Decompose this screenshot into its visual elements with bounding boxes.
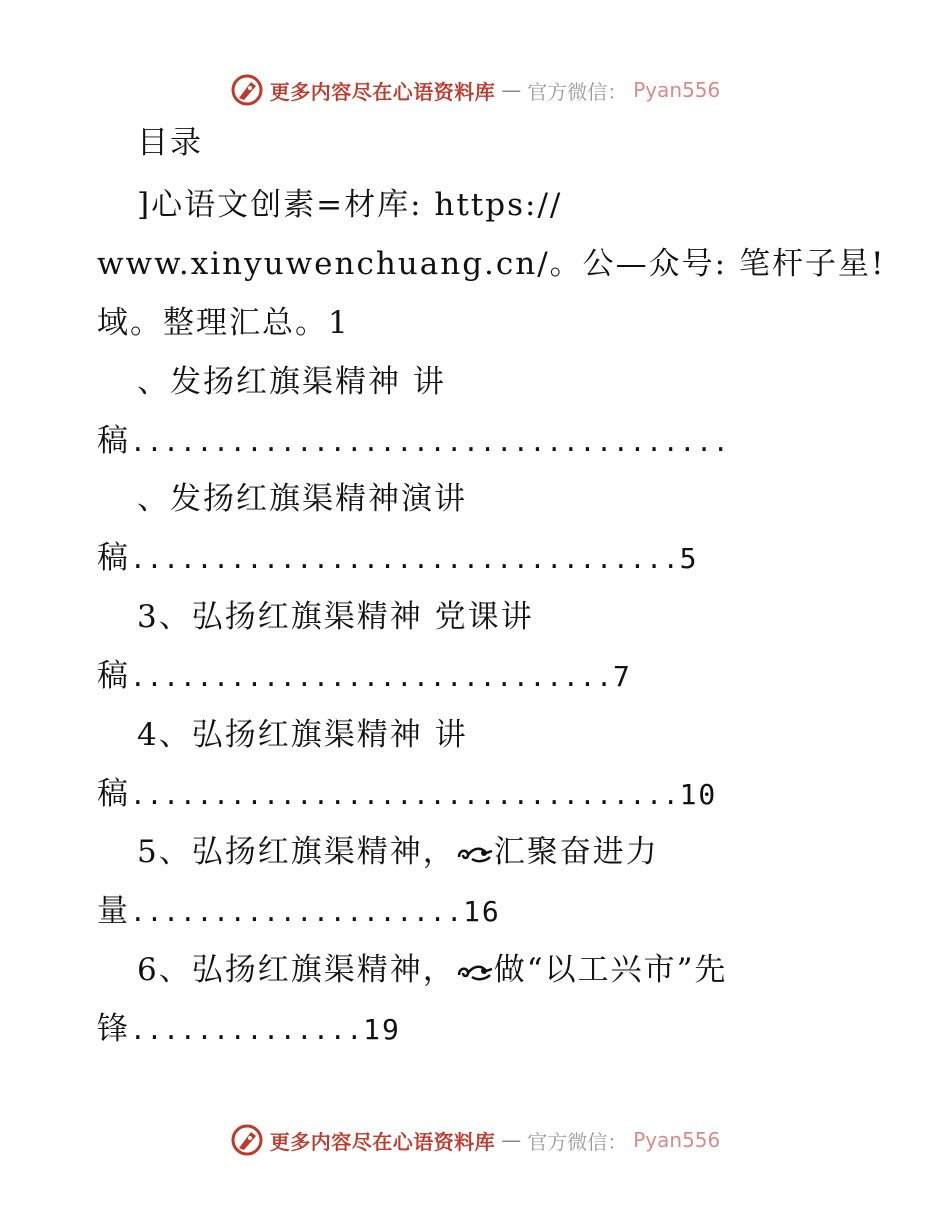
toc-entry-4-leader-row <box>97 769 717 819</box>
footer-banner <box>0 1120 950 1160</box>
toc-entry-2-leader-row <box>97 533 698 583</box>
toc-intro-line-1: ]心语文创素=材库: https:// <box>137 187 563 223</box>
toc-entry-6-leader-row <box>97 1004 401 1054</box>
swirl-ornament-icon <box>456 959 494 983</box>
toc-entry-1-leader: .................................... <box>130 428 730 458</box>
pen-nib-logo-icon <box>230 1123 264 1157</box>
toc-entry-5-page: 16 <box>463 895 501 928</box>
swirl-ornament-icon <box>456 841 494 865</box>
toc-entry-6-title-b: 做“以工兴市”先 <box>493 952 728 988</box>
toc-entry-1-title: 、发扬红旗渠精神 讲 <box>137 364 446 400</box>
toc-entry-6-title-a: 6、弘扬红旗渠精神， <box>137 952 456 988</box>
toc-entry-6-tail: 锋 <box>97 1011 130 1047</box>
toc-entry-2-page: 5 <box>679 542 699 575</box>
toc-intro-line-3: 域。整理汇总。1 <box>97 305 350 341</box>
toc-heading: 目录 <box>137 125 203 161</box>
banner-separator: — <box>501 1128 522 1152</box>
banner-wechat-id: Pyan556 <box>633 78 721 102</box>
toc-entry-1-tail: 稿 <box>97 423 130 459</box>
header-banner <box>0 70 950 110</box>
banner-title: 更多内容尽在心语资料库 <box>269 1129 496 1154</box>
banner-separator: — <box>501 78 522 102</box>
toc-entry-5-title <box>137 827 659 877</box>
toc-entry-4-title: 4、弘扬红旗渠精神 讲 <box>137 717 468 753</box>
toc-entry-5-title-a: 5、弘扬红旗渠精神， <box>137 834 456 870</box>
banner-wechat-id: Pyan556 <box>633 1128 721 1152</box>
toc-entry-6-title <box>137 945 727 995</box>
toc-entry-6-page: 19 <box>363 1013 401 1046</box>
toc-intro-line-2: www.xinyuwenchuang.cn/。公—众号: 笔杆子星! <box>97 246 886 282</box>
toc-entry-6-leader: .............. <box>130 1016 364 1046</box>
toc-entry-5-tail: 量 <box>97 893 130 929</box>
toc-entry-5-leader-row <box>97 886 501 936</box>
banner-title: 更多内容尽在心语资料库 <box>269 79 496 104</box>
toc-entry-2-title: 、发扬红旗渠精神演讲 <box>137 481 467 517</box>
pen-nib-logo-icon <box>230 73 264 107</box>
banner-wechat-label: 官方微信： <box>527 1129 628 1154</box>
toc-entry-3-leader-row <box>97 651 632 701</box>
banner-wechat-label: 官方微信： <box>527 79 628 104</box>
toc-entry-3-title: 3、弘扬红旗渠精神 党课讲 <box>137 599 534 635</box>
toc-entry-2-leader: ................................. <box>130 545 680 575</box>
toc-entry-3-leader: ............................. <box>130 663 613 693</box>
toc-entry-1-leader-row <box>97 416 730 466</box>
toc-entry-5-leader: .................... <box>130 898 464 928</box>
toc-entry-5-title-b: 汇聚奋进力 <box>493 834 659 870</box>
toc-entry-4-page: 10 <box>679 778 718 811</box>
toc-entry-3-page: 7 <box>612 660 632 693</box>
toc-entry-3-tail: 稿 <box>97 658 130 694</box>
toc-entry-2-tail: 稿 <box>97 540 130 576</box>
toc-entry-4-tail: 稿 <box>97 776 130 812</box>
toc-entry-4-leader: ................................. <box>130 781 680 811</box>
